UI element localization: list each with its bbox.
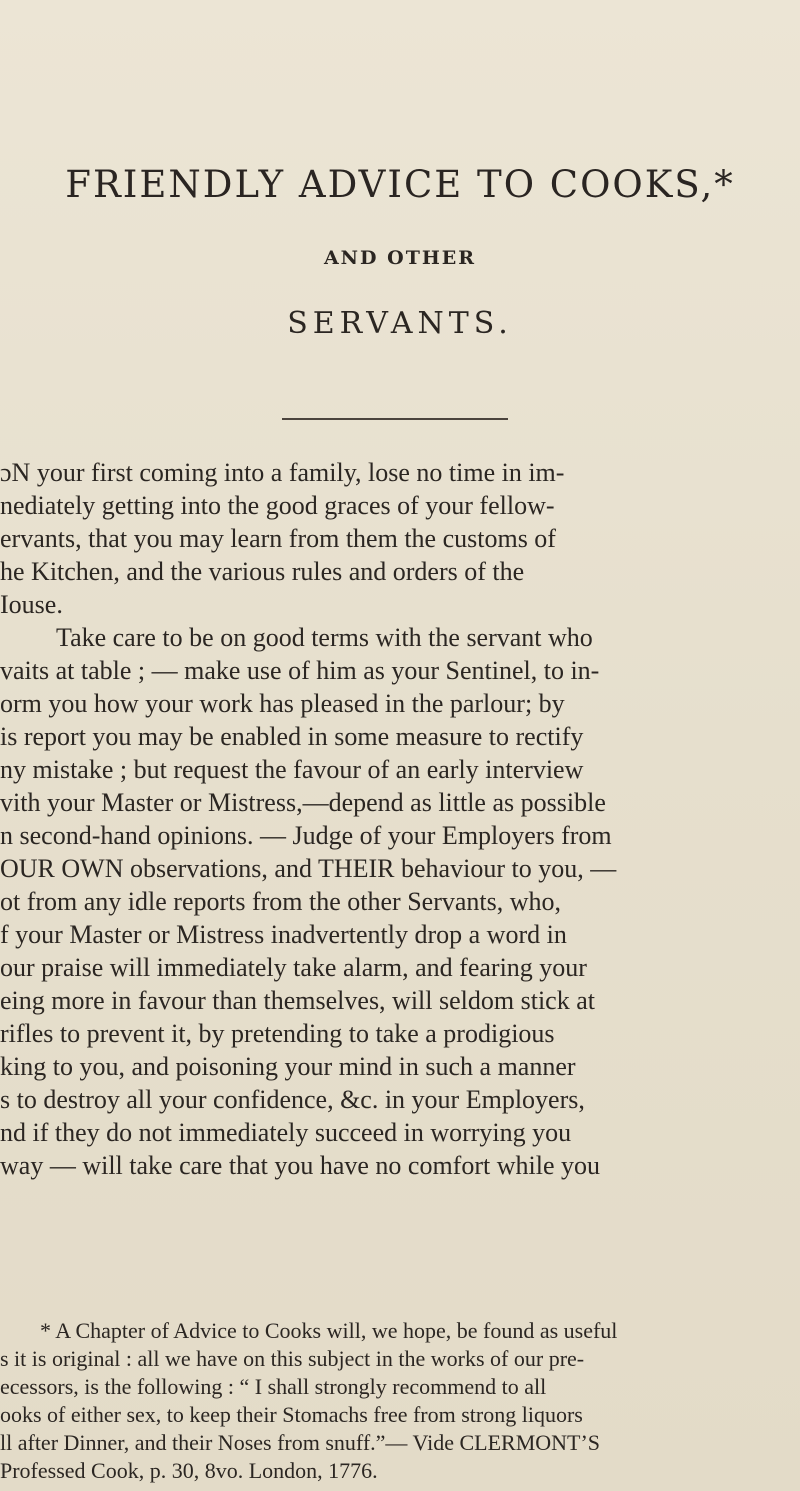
body-line: vaits at table ; — make use of him as your Sentinel, to in- — [0, 656, 600, 685]
footnote — [0, 1317, 800, 1485]
body-line: Iouse. — [0, 590, 63, 619]
chapter-title: FRIENDLY ADVICE TO COOKS,* — [65, 163, 735, 206]
footnote-line: ecessors, is the following : “ I shall strongly recommend to all — [0, 1374, 547, 1399]
body-line: is report you may be enabled in some measure to rectify — [0, 722, 584, 751]
footnote-line: Professed Cook, p. 30, 8vo. London, 1776. — [0, 1458, 378, 1483]
body-text — [0, 456, 800, 1182]
body-line: ɔN your first coming into a family, lose no time in im- — [0, 458, 565, 487]
decorative-rule — [282, 418, 508, 420]
body-line: vith your Master or Mistress,—depend as little as possible — [0, 788, 606, 817]
body-line: our praise will immediately take alarm, and fearing your — [0, 953, 587, 982]
body-line: nediately getting into the good graces of your fellow- — [0, 491, 555, 520]
body-line: eing more in favour than themselves, will seldom stick at — [0, 986, 595, 1015]
footnote-line: * A Chapter of Advice to Cooks will, we hope, be found as useful — [40, 1318, 618, 1343]
body-line: he Kitchen, and the various rules and orders of the — [0, 557, 525, 586]
footnote-line: ooks of either sex, to keep their Stomachs free from strong liquors — [0, 1402, 583, 1427]
body-line: king to you, and poisoning your mind in such a manner — [0, 1052, 576, 1081]
body-line: OUR OWN observations, and THEIR behaviour to you, — — [0, 854, 617, 883]
body-line: n second-hand opinions. — Judge of your Employers from — [0, 821, 612, 850]
chapter-subtitle-large: SERVANTS. — [287, 306, 513, 341]
body-line: orm you how your work has pleased in the parlour; by — [0, 689, 565, 718]
body-line: ny mistake ; but request the favour of an early interview — [0, 755, 584, 784]
body-line: way — will take care that you have no comfort while you — [0, 1151, 600, 1180]
body-line: Take care to be on good terms with the servant who — [56, 623, 593, 652]
footnote-line: ll after Dinner, and their Noses from snuff.”— Vide CLERMONT’S — [0, 1430, 601, 1455]
chapter-subtitle-small: AND OTHER — [323, 247, 477, 269]
body-line: ervants, that you may learn from them the customs of — [0, 524, 556, 553]
body-line: nd if they do not immediately succeed in worrying you — [0, 1118, 572, 1147]
body-line: rifles to prevent it, by pretending to take a prodigious — [0, 1019, 555, 1048]
body-line: s to destroy all your confidence, &c. in your Employers, — [0, 1085, 585, 1114]
body-line: f your Master or Mistress inadvertently drop a word in — [0, 920, 567, 949]
body-line: ot from any idle reports from the other Servants, who, — [0, 887, 562, 916]
footnote-line: s it is original : all we have on this subject in the works of our pre- — [0, 1346, 585, 1371]
